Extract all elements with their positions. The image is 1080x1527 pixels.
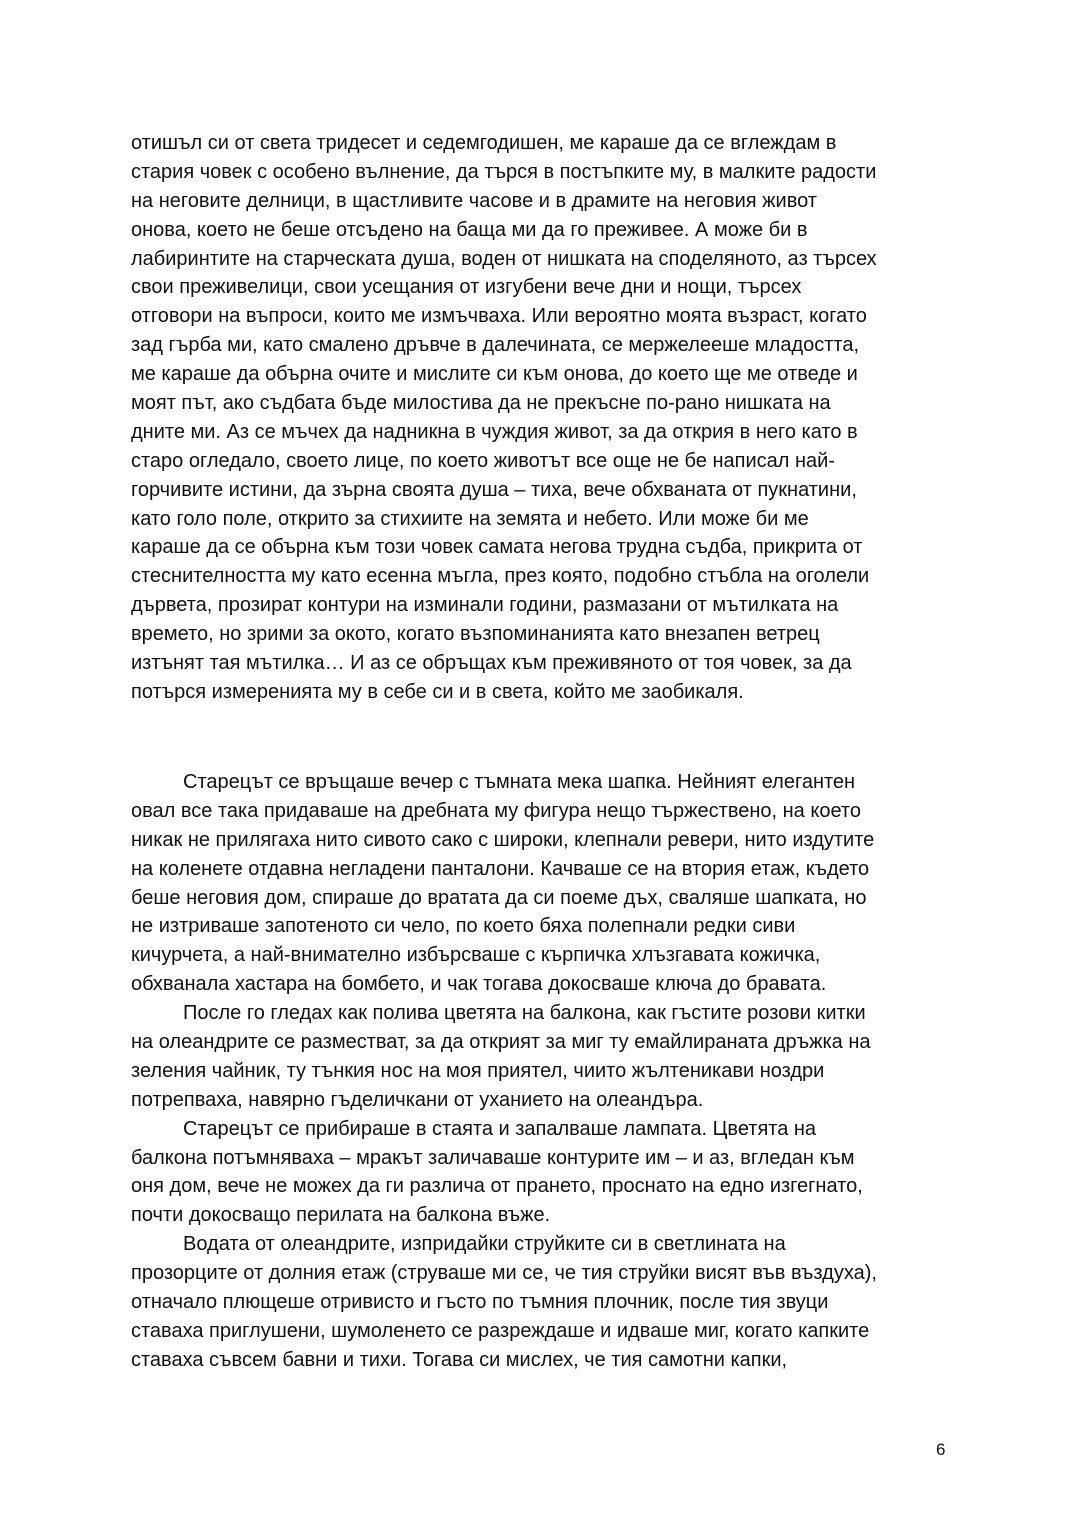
text-line: После го гледах как полива цветята на балкона, как гъстите розови китки (183, 1002, 866, 1025)
text-line: прозорците от долния етаж (струваше ми се, че тия струйки висят във въздуха), (131, 1262, 877, 1285)
text-line: потърся измеренията му в себе си и в света, който ме заобикаля. (131, 680, 744, 703)
text-line: старо огледало, своето лице, по което животът все още не бе написал най- (131, 449, 835, 472)
text-line: моят път, ако съдбата бъде милостива да не прекъсне по-рано нишката на (131, 392, 831, 415)
text-line: балкона потъмняваха – мракът заличаваше контурите им – и аз, вгледан към (131, 1146, 855, 1169)
text-line: никак не прилягаха нито сивото сако с широки, клепнали ревери, нито издутите (131, 828, 875, 851)
text-line: Водата от олеандрите, изпридайки струйките си в светлината на (183, 1233, 786, 1256)
text-line: ставаха приглушени, шумоленето се разреждаше и идваше миг, когато капките (131, 1319, 870, 1342)
text-line: отишъл си от света тридесет и седемгодишен, ме караше да се вглеждам в (131, 132, 837, 154)
text-line: ме караше да обърна очите и мислите си към онова, до което ще ме отведе и (131, 363, 858, 386)
text-line: не изтриваше запотеното си чело, по което бяха полепнали редки сиви (131, 915, 796, 938)
text-line: Старецът се връщаше вечер с тъмната мека шапка. Нейният елегантен (183, 771, 856, 793)
text-line: отговори на въпроси, които ме измъчваха. Или вероятно моята възраст, когато (131, 305, 867, 328)
text-line: горчивите истини, да зърна своята душа – тиха, вече обхваната от пукнатини, (131, 478, 857, 501)
text-line: стария човек с особено вълнение, да търся в постъпките му, в малките радости (131, 160, 877, 183)
text-line: изтънят тая мътилка… И аз се обръщах към преживяното от тоя човек, за да (131, 652, 852, 675)
text-line: на неговите делници, в щастливите часове и в драмите на неговия живот (131, 189, 817, 212)
text-line: като голо поле, открито за стихиите на земята и небето. Или може би ме (131, 507, 809, 530)
body-section (131, 768, 961, 1375)
text-line: потрепваха, навярно гъделичкани от уханието на олеандъра. (131, 1088, 704, 1111)
text-line: стеснителността му като есенна мъгла, през която, подобно стъбла на оголели (131, 565, 870, 588)
text-line: караше да се обърна към този човек самата негова трудна съдба, прикрита от (131, 536, 863, 559)
text-line: ставаха съвсем бавни и тихи. Тогава си мислех, че тия самотни капки, (131, 1348, 788, 1371)
text-line: овал все така придаваше на дребната му фигура нещо тържествено, на което (131, 799, 861, 822)
text-line: на коленете отдавна негладени панталони. Качваше се на втория етаж, където (131, 857, 870, 880)
text-line: беше неговия дом, спираше до вратата да си поеме дъх, сваляше шапката, но (131, 886, 867, 909)
text-line: отначало плющеше отривисто и гъсто по тъмния плочник, после тия звуци (131, 1291, 829, 1314)
text-line: онова, което не беше отсъдено на баща ми да го преживее. А може би в (131, 218, 808, 241)
text-line: кичурчета, а най-внимателно избърсваше с кърпичка хлъзгавата кожичка, (131, 944, 821, 967)
text-line: обхванала хастара на бомбето, и чак тогава докосваше ключа до бравата. (131, 973, 827, 996)
text-line: свои преживелици, свои усещания от изгубени вече дни и нощи, търсех (131, 276, 802, 299)
paragraph-2 (131, 768, 961, 999)
text-line: почти докосващо перилата на балкона въже. (131, 1204, 551, 1227)
text-line: зеления чайник, ту тънкия нос на моя приятел, чиито жълтеникави ноздри (131, 1059, 825, 1082)
page-number: 6 (936, 1440, 946, 1459)
paragraph-1 (131, 129, 961, 707)
text-line: лабиринтите на старческата душа, воден от нишката на споделяното, аз търсех (131, 247, 877, 270)
text-line: зад гърба ми, като смалено дръвче в далечината, се мержелееше младостта, (131, 334, 860, 357)
text-line: оня дом, вече не можех да ги различа от прането, проснато на едно изгегнато, (131, 1175, 863, 1198)
paragraph-4 (131, 1115, 961, 1231)
paragraph-3 (131, 999, 961, 1115)
text-line: на олеандрите се разместват, за да открият за миг ту емайлираната дръжка на (131, 1031, 871, 1054)
text-line: дървета, прозират контури на изминали години, размазани от мътилката на (131, 594, 839, 617)
text-line: времето, но зрими за окото, когато възпоминанията като внезапен ветрец (131, 623, 820, 646)
text-line: Старецът се прибираше в стаята и запалваше лампата. Цветята на (183, 1117, 817, 1140)
text-line: дните ми. Аз се мъчех да надникна в чуждия живот, за да открия в него като в (131, 420, 858, 443)
paragraph-5 (131, 1230, 961, 1374)
